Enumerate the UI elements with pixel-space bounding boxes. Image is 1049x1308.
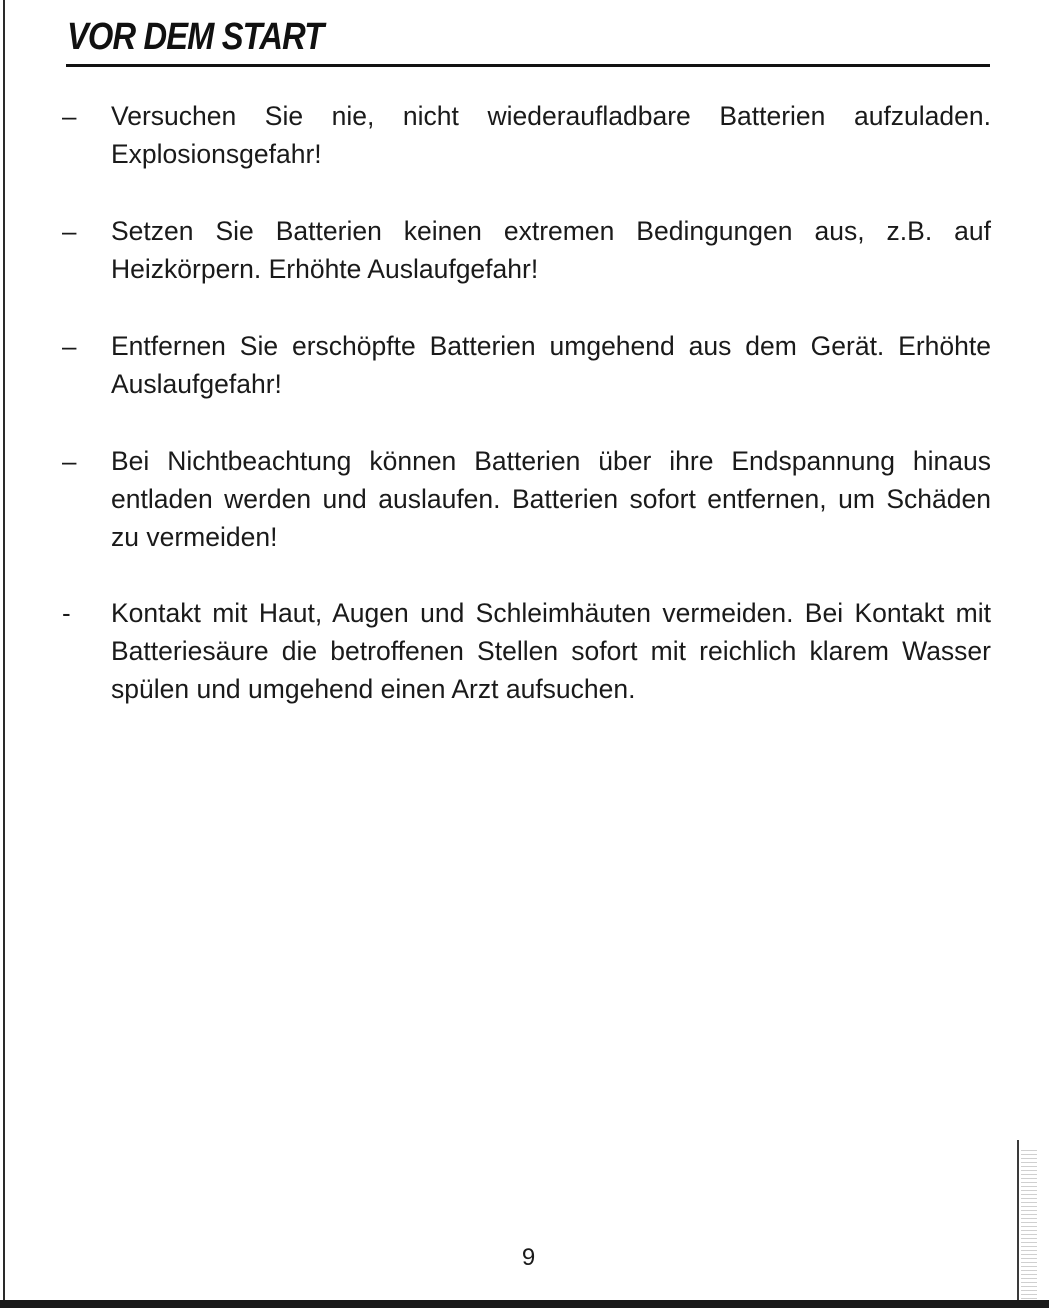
list-item-text: Kontakt mit Haut, Augen und Schleimhäuten vermeiden. Bei Kontakt mit Batteriesäure die betroffenen Stellen sofort mit reichlich klarem Wasser spülen und umgehend einen Arzt aufsuchen.: [111, 598, 991, 704]
scan-edge-bottom: [0, 1300, 1049, 1308]
scan-edge-noise: [1021, 1150, 1037, 1300]
list-item-text: Bei Nichtbeachtung können Batterien über ihre Endspannung hinaus entladen werden und auslaufen. Batterien sofort entfernen, um Schäden zu vermeiden!: [111, 446, 991, 552]
list-bullet: –: [62, 216, 77, 246]
list-bullet: –: [62, 446, 77, 476]
list-item-text: Entfernen Sie erschöpfte Batterien umgehend aus dem Gerät. Erhöhte Auslaufgefahr!: [111, 331, 991, 399]
list-bullet: –: [62, 331, 77, 361]
list-bullet: –: [62, 101, 77, 131]
list-bullet: -: [62, 598, 71, 628]
list-item-text: Setzen Sie Batterien keinen extremen Bedingungen aus, z.B. auf Heizkörpern. Erhöhte Auslaufgefahr!: [111, 216, 991, 284]
scan-edge-right: [1017, 1140, 1019, 1300]
header-divider: [66, 64, 990, 67]
page-title: VOR DEM START: [67, 16, 324, 58]
list-item-text: Versuchen Sie nie, nicht wiederaufladbare Batterien aufzuladen. Explosionsgefahr!: [111, 101, 991, 169]
scan-edge-left: [3, 0, 5, 1300]
page-number: 9: [521, 1244, 536, 1271]
